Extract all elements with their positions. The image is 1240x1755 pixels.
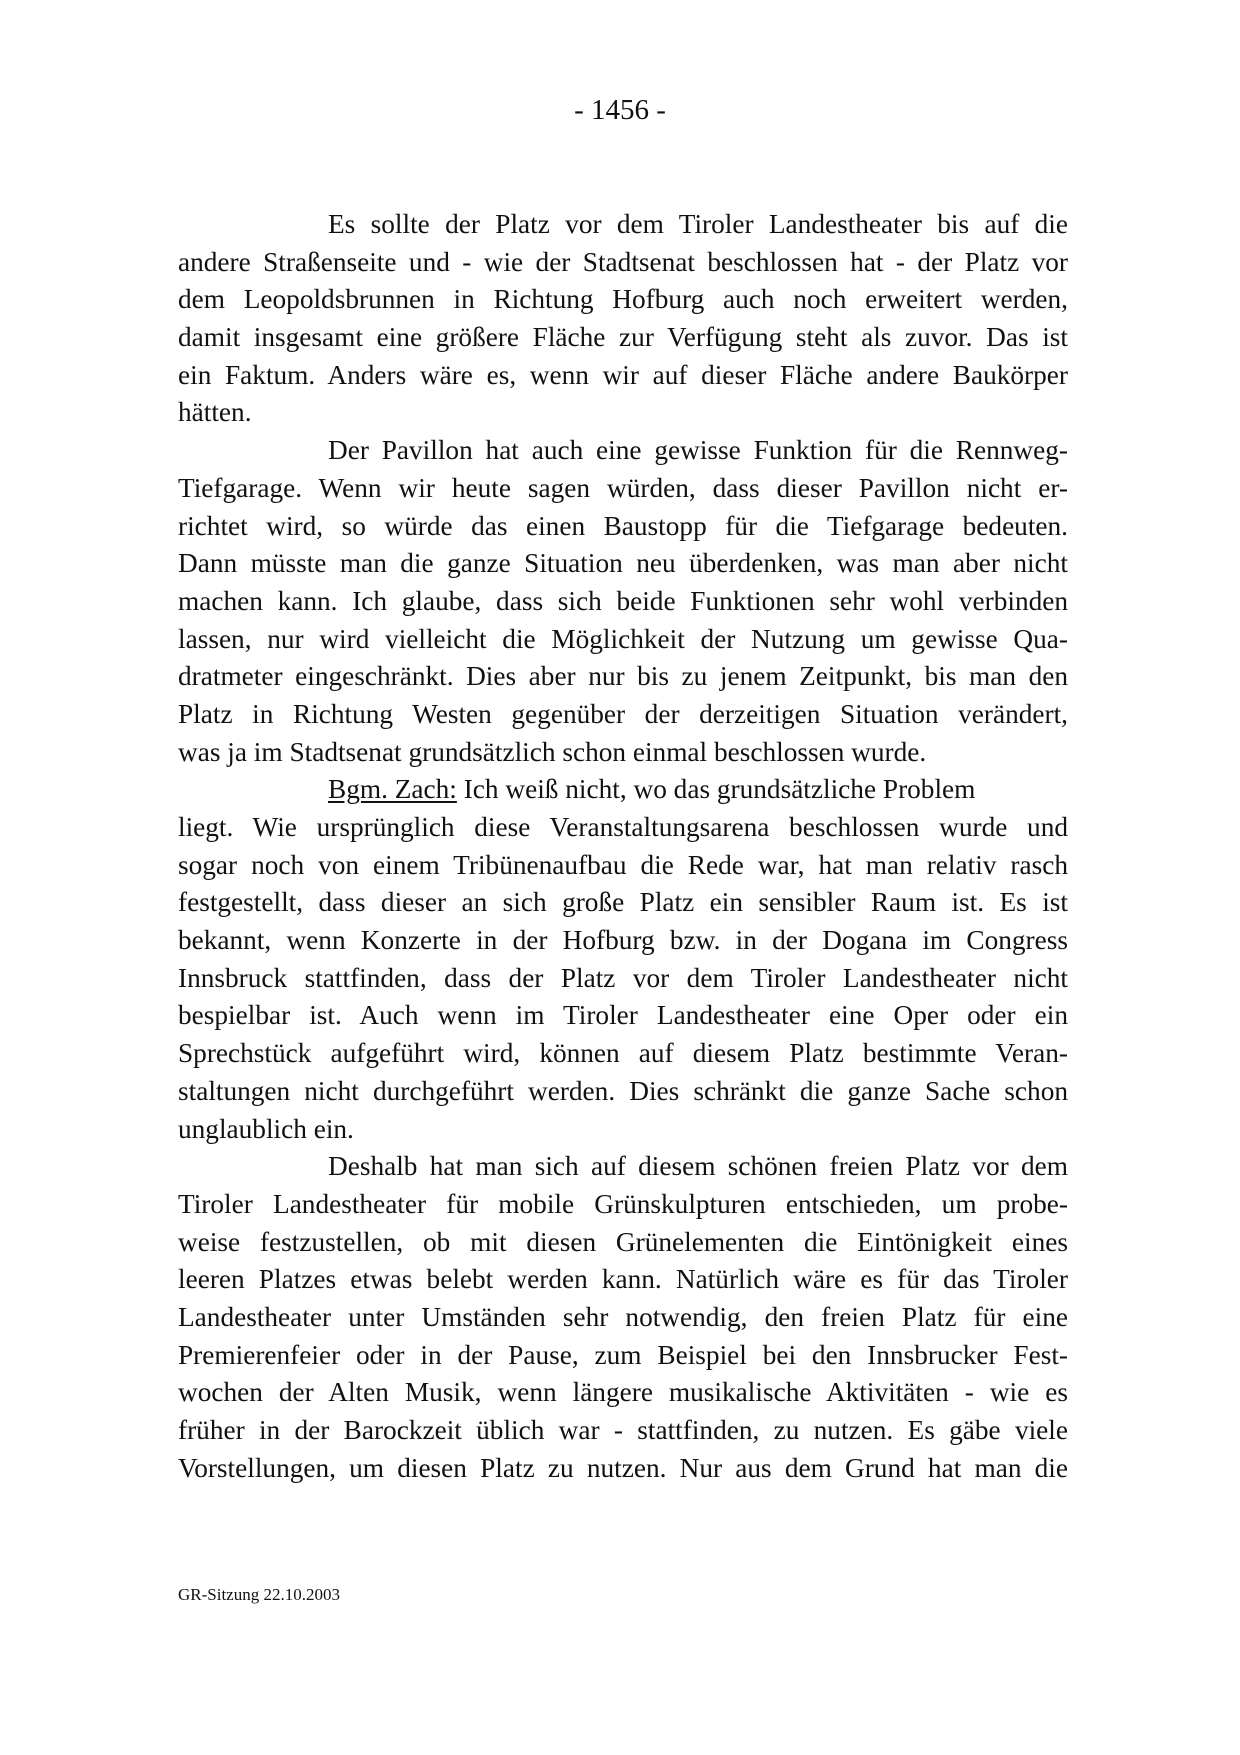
line-text: früher in der Barockzeit üblich war - stattfinden, zu nutzen. Es gäbe viele — [178, 1415, 1068, 1445]
text-line — [178, 357, 1068, 395]
text-line — [178, 1148, 1068, 1186]
text-line — [178, 1374, 1068, 1412]
line-text: Tiroler Landestheater für mobile Grünskulpturen entschieden, um probe- — [178, 1188, 1068, 1219]
text-line — [178, 809, 1068, 847]
text-line — [178, 583, 1068, 621]
line-text: Dann müsste man die ganze Situation neu überdenken, was man aber nicht — [178, 548, 1068, 579]
text-line — [178, 1299, 1068, 1337]
text-line — [178, 771, 1068, 809]
line-text: unglaublich ein. — [178, 1113, 354, 1144]
line-text: ein Faktum. Anders wäre es, wenn wir auf dieser Fläche andere Baukörper — [178, 359, 1068, 390]
speaker-name: Bgm. Zach: — [328, 774, 457, 805]
line-text: weise festzustellen, ob mit diesen Grünelementen die Eintönigkeit eines — [178, 1226, 1068, 1257]
line-text: was ja im Stadtsenat grundsätzlich schon einmal beschlossen wurde. — [178, 736, 927, 767]
text-line — [178, 1450, 1068, 1488]
text-line — [178, 508, 1068, 546]
text-line — [178, 1073, 1068, 1111]
text-line — [178, 281, 1068, 319]
line-text: sogar noch von einem Tribünenaufbau die Rede war, hat man relativ rasch — [178, 849, 1068, 880]
line-text: bespielbar ist. Auch wenn im Tiroler Landestheater eine Oper oder ein — [178, 1000, 1068, 1031]
text-line — [178, 1035, 1068, 1073]
line-text: liegt. Wie ursprünglich diese Veranstaltungsarena beschlossen wurde und — [178, 812, 1068, 842]
text-line — [178, 997, 1068, 1035]
line-text: leeren Platzes etwas belebt werden kann. Natürlich wäre es für das Tiroler — [178, 1264, 1068, 1295]
footer-session-date: GR-Sitzung 22.10.2003 — [178, 1585, 340, 1604]
text-line — [178, 394, 1068, 432]
line-text: dem Leopoldsbrunnen in Richtung Hofburg auch noch erweitert werden, — [178, 284, 1068, 315]
line-text: damit insgesamt eine größere Fläche zur Verfügung steht als zuvor. Das ist — [178, 322, 1068, 353]
text-line — [178, 470, 1068, 508]
line-text: Ich weiß nicht, wo das grundsätzliche Problem — [456, 774, 976, 805]
line-text: andere Straßenseite und - wie der Stadtsenat beschlossen hat - der Platz vor — [178, 246, 1068, 277]
line-text: Vorstellungen, um diesen Platz zu nutzen. Nur aus dem Grund hat man die — [178, 1452, 1068, 1483]
text-line — [178, 658, 1068, 696]
text-line — [178, 884, 1068, 922]
page-number: - 1456 - — [574, 94, 666, 126]
line-text: richtet wird, so würde das einen Baustopp für die Tiefgarage bedeuten. — [178, 510, 1068, 541]
line-text: wochen der Alten Musik, wenn längere musikalische Aktivitäten - wie es — [178, 1377, 1068, 1408]
line-text: Es sollte der Platz vor dem Tiroler Landestheater bis auf die — [328, 209, 1068, 239]
text-line — [178, 621, 1068, 659]
line-text: Sprechstück aufgeführt wird, können auf diesem Platz bestimmte Veran- — [178, 1038, 1068, 1069]
body-text — [178, 206, 1068, 1487]
line-text: Der Pavillon hat auch eine gewisse Funktion für die Rennweg- — [328, 435, 1068, 466]
line-text: lassen, nur wird vielleicht die Möglichkeit der Nutzung um gewisse Qua- — [178, 623, 1068, 654]
text-line — [178, 922, 1068, 960]
text-line — [178, 545, 1068, 583]
text-line — [178, 696, 1068, 734]
line-text: Landestheater unter Umständen sehr notwendig, den freien Platz für eine — [178, 1301, 1068, 1332]
text-line — [178, 244, 1068, 282]
line-text: bekannt, wenn Konzerte in der Hofburg bzw. in der Dogana im Congress — [178, 925, 1068, 956]
text-line — [178, 432, 1068, 470]
line-text: Platz in Richtung Westen gegenüber der derzeitigen Situation verändert, — [178, 698, 1068, 729]
line-text: Premierenfeier oder in der Pause, zum Beispiel bei den Innsbrucker Fest- — [178, 1339, 1068, 1370]
line-text: Tiefgarage. Wenn wir heute sagen würden, dass dieser Pavillon nicht er- — [178, 472, 1068, 503]
line-text: Deshalb hat man sich auf diesem schönen freien Platz vor dem — [328, 1151, 1068, 1182]
line-text: machen kann. Ich glaube, dass sich beide Funktionen sehr wohl verbinden — [178, 585, 1068, 616]
text-line — [178, 1261, 1068, 1299]
line-text: staltungen nicht durchgeführt werden. Dies schränkt die ganze Sache schon — [178, 1075, 1068, 1106]
line-text: dratmeter eingeschränkt. Dies aber nur bis zu jenem Zeitpunkt, bis man den — [178, 661, 1068, 692]
text-line — [178, 1186, 1068, 1224]
text-line — [178, 1111, 1068, 1149]
text-line — [178, 847, 1068, 885]
line-text: hätten. — [178, 397, 252, 428]
text-line — [178, 734, 1068, 772]
text-line — [178, 1412, 1068, 1450]
text-line — [178, 1224, 1068, 1262]
line-text: Innsbruck stattfinden, dass der Platz vor dem Tiroler Landestheater nicht — [178, 962, 1068, 993]
text-line — [178, 319, 1068, 357]
text-line — [178, 206, 1068, 244]
line-text: festgestellt, dass dieser an sich große Platz ein sensibler Raum ist. Es ist — [178, 887, 1068, 918]
text-line — [178, 1337, 1068, 1375]
text-line — [178, 960, 1068, 998]
